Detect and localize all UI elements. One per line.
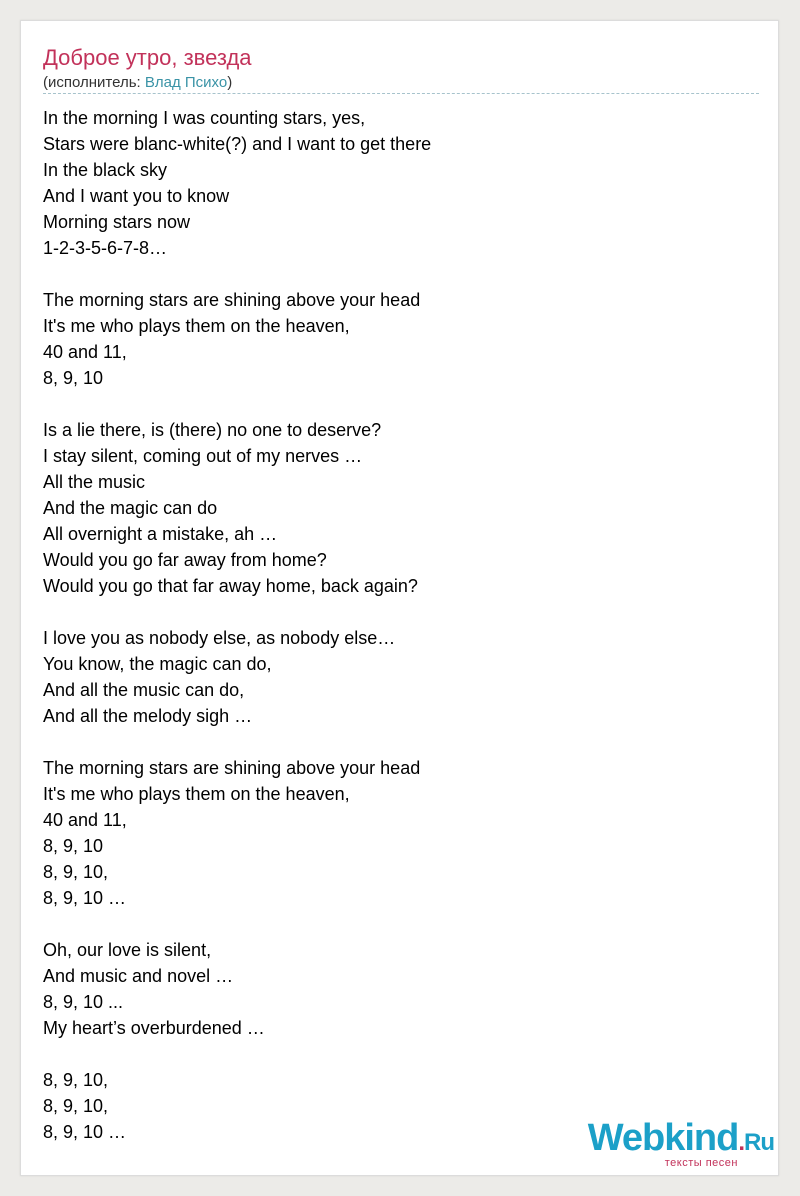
lyric-line: 8, 9, 10 (43, 836, 104, 856)
lyric-line: You know, the magic can do, (43, 654, 272, 674)
lyric-line: It's me who plays them on the heaven, (43, 784, 350, 804)
lyric-line: In the black sky (43, 160, 168, 180)
lyric-line: And the magic can do (43, 498, 218, 518)
lyric-line: Would you go that far away home, back again? (43, 576, 418, 596)
lyrics-card (20, 20, 779, 1176)
lyric-line: 40 and 11, (43, 810, 127, 830)
stanza-break (43, 599, 431, 625)
lyric-line: The morning stars are shining above your head (43, 758, 421, 778)
lyrics-text (43, 105, 431, 1145)
song-title: Доброе утро, звезда (43, 45, 252, 70)
lyric-line: 8, 9, 10, (43, 862, 109, 882)
stanza-break (43, 729, 431, 755)
lyric-line: All the music (43, 472, 146, 492)
lyric-line: My heart’s overburdened … (43, 1018, 265, 1038)
lyric-line: And all the music can do, (43, 680, 245, 700)
lyric-line: 40 and 11, (43, 342, 127, 362)
stanza-break (43, 391, 431, 417)
stanza-break (43, 261, 431, 287)
lyric-line: 8, 9, 10, (43, 1096, 109, 1116)
lyric-line: Would you go far away from home? (43, 550, 327, 570)
lyric-line: And all the melody sigh … (43, 706, 253, 726)
lyric-line: 8, 9, 10 … (43, 1122, 127, 1142)
lyric-line: The morning stars are shining above your head (43, 290, 421, 310)
lyric-line: 8, 9, 10 (43, 368, 104, 388)
lyric-line: All overnight a mistake, ah … (43, 524, 278, 544)
lyric-line: In the morning I was counting stars, yes, (43, 108, 366, 128)
artist-prefix: (исполнитель: (43, 74, 145, 91)
lyric-line: 8, 9, 10, (43, 1070, 109, 1090)
lyric-line: 8, 9, 10 … (43, 888, 127, 908)
lyric-line: Is a lie there, is (there) no one to deserve? (43, 420, 382, 440)
artist-suffix: ) (227, 74, 233, 91)
logo-main-text: Webkind (587, 1117, 739, 1159)
lyric-line: And I want you to know (43, 186, 230, 206)
lyric-line: I stay silent, coming out of my nerves … (43, 446, 363, 466)
lyric-line: Morning stars now (43, 212, 191, 232)
lyric-line: 1-2-3-5-6-7-8… (43, 238, 168, 258)
lyric-line: It's me who plays them on the heaven, (43, 316, 350, 336)
title-divider (43, 93, 759, 94)
lyric-line: And music and novel … (43, 966, 234, 986)
lyric-line: Oh, our love is silent, (43, 940, 212, 960)
logo-tld: Ru (744, 1129, 774, 1156)
webkind-logo[interactable] (588, 1118, 774, 1169)
stanza-break (43, 911, 431, 937)
lyric-line: 8, 9, 10 ... (43, 992, 124, 1012)
lyric-line: Stars were blanc-white(?) and I want to get there (43, 134, 432, 154)
artist-line (43, 73, 232, 93)
lyric-line: I love you as nobody else, as nobody else… (43, 628, 396, 648)
stanza-break (43, 1041, 431, 1067)
logo-dot: . (738, 1129, 744, 1156)
logo-subtitle: тексты песен (664, 1157, 738, 1169)
artist-link[interactable]: Влад Психо (144, 74, 228, 91)
